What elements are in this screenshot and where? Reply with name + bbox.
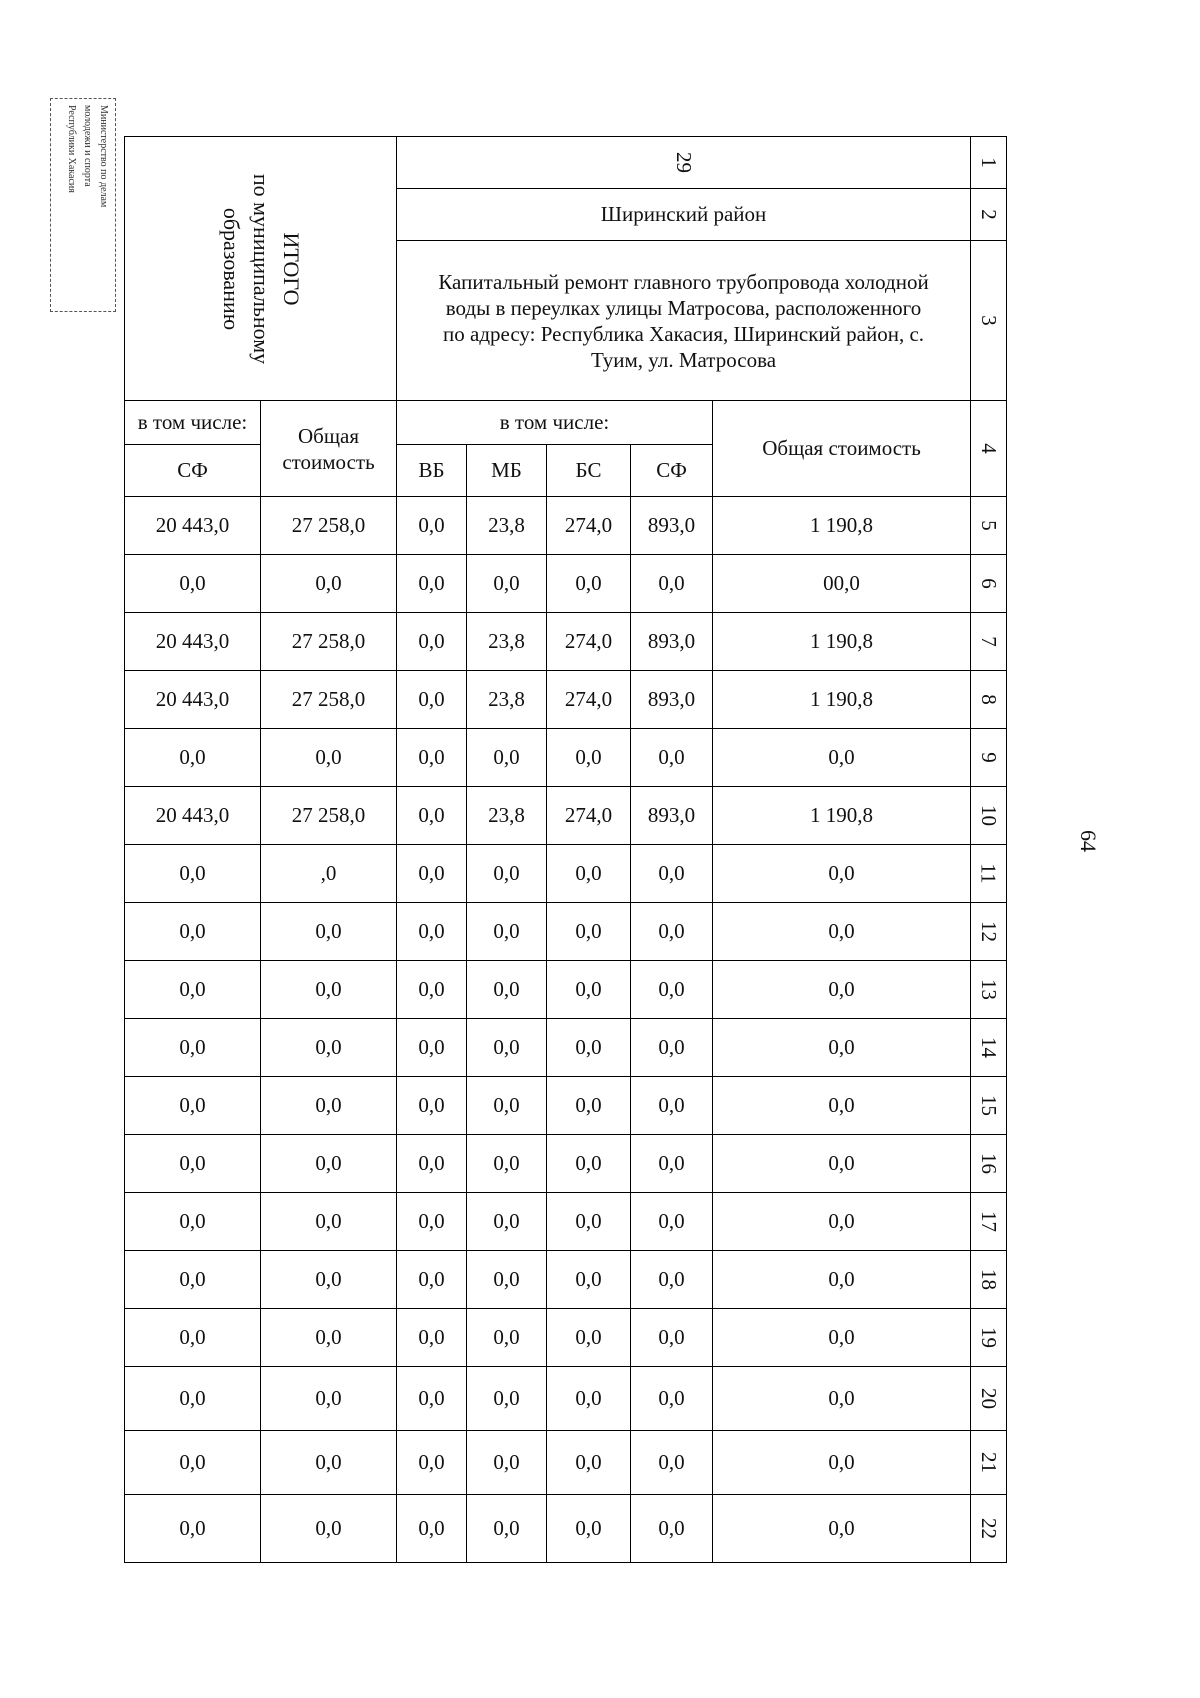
itogo-total-value: 0,0 [261, 729, 397, 787]
table-row [125, 1193, 1007, 1251]
total-cost-header: Общая стоимость [713, 401, 971, 497]
mb-value: 0,0 [467, 1135, 547, 1193]
itogo-sf-value: 0,0 [125, 1431, 261, 1495]
mb-value: 0,0 [467, 729, 547, 787]
itogo-total-value: 0,0 [261, 1251, 397, 1309]
itogo-sf-value: 0,0 [125, 845, 261, 903]
row-number-label: 12 [977, 921, 1002, 942]
total-cost-value: 0,0 [713, 1367, 971, 1431]
itogo-title: ИТОГО [278, 232, 304, 305]
vb-value: 0,0 [397, 1251, 467, 1309]
mb-value: 0,0 [467, 1309, 547, 1367]
row-number [971, 961, 1007, 1019]
vb-value: 0,0 [397, 845, 467, 903]
column-index: 3 [977, 315, 1002, 326]
row-number-label: 6 [977, 578, 1002, 589]
table-row [125, 1135, 1007, 1193]
mb-header: МБ [467, 445, 547, 497]
table-row [125, 1251, 1007, 1309]
bs-value: 0,0 [547, 1367, 631, 1431]
itogo-sf-value: 20 443,0 [125, 497, 261, 555]
itogo-sf-value: 0,0 [125, 1367, 261, 1431]
vb-header: ВБ [397, 445, 467, 497]
itogo-total-value: 0,0 [261, 1193, 397, 1251]
itogo-sf-value: 0,0 [125, 1309, 261, 1367]
mb-value: 23,8 [467, 671, 547, 729]
vb-value: 0,0 [397, 613, 467, 671]
total-cost-value: 0,0 [713, 845, 971, 903]
stamp-line: молодежи и спорта [82, 105, 93, 187]
mb-value: 23,8 [467, 613, 547, 671]
column-index: 4 [977, 443, 1002, 454]
row-number [971, 1135, 1007, 1193]
row-number [971, 845, 1007, 903]
sf-value: 0,0 [631, 555, 713, 613]
total-cost-value: 0,0 [713, 1309, 971, 1367]
total-cost-value: 0,0 [713, 903, 971, 961]
itogo-total-value: 0,0 [261, 1431, 397, 1495]
itogo-total-value: 0,0 [261, 1135, 397, 1193]
mb-value: 0,0 [467, 1431, 547, 1495]
row-number-label: 21 [977, 1452, 1002, 1473]
total-cost-value: 1 190,8 [713, 497, 971, 555]
row-number [971, 1495, 1007, 1563]
table-row [125, 1309, 1007, 1367]
mb-value: 0,0 [467, 1077, 547, 1135]
row-number [971, 1019, 1007, 1077]
itogo-line-3: образованию [218, 207, 244, 330]
mb-value: 23,8 [467, 787, 547, 845]
row-number-label: 7 [977, 636, 1002, 647]
table-row [125, 1495, 1007, 1563]
row-number-label: 20 [977, 1388, 1002, 1409]
itogo-total-value: 0,0 [261, 903, 397, 961]
sf-value: 0,0 [631, 1309, 713, 1367]
total-cost-value: 00,0 [713, 555, 971, 613]
bs-value: 274,0 [547, 497, 631, 555]
budget-table [124, 136, 1007, 1563]
vb-value: 0,0 [397, 1019, 467, 1077]
vb-value: 0,0 [397, 1309, 467, 1367]
total-cost-value: 0,0 [713, 1495, 971, 1563]
sf-value: 893,0 [631, 613, 713, 671]
project-description: Капитальный ремонт главного трубопровода холодной воды в переулках улицы Матросова, расположенного по адресу: Республика Хакасия, Ширинский район, с. Туим, ул. Матросова [438, 269, 929, 372]
table-row [125, 787, 1007, 845]
itogo-sf-value: 20 443,0 [125, 787, 261, 845]
row-number-label: 16 [977, 1153, 1002, 1174]
sf-header: СФ [631, 445, 713, 497]
sf-value: 0,0 [631, 1135, 713, 1193]
itogo-sf-value: 0,0 [125, 1077, 261, 1135]
vb-value: 0,0 [397, 671, 467, 729]
sf-value: 0,0 [631, 1077, 713, 1135]
mb-value: 0,0 [467, 1019, 547, 1077]
row-number [971, 787, 1007, 845]
itogo-sf-header: СФ [125, 445, 261, 497]
vb-value: 0,0 [397, 1367, 467, 1431]
itogo-sf-value: 20 443,0 [125, 613, 261, 671]
itogo-total-value: 0,0 [261, 1309, 397, 1367]
row-number-label: 19 [977, 1327, 1002, 1348]
vb-value: 0,0 [397, 961, 467, 1019]
registration-stamp [50, 98, 116, 312]
itogo-sf-value: 0,0 [125, 903, 261, 961]
including-label: в том числе: [397, 401, 713, 445]
column-index-cell [971, 137, 1007, 189]
mb-value: 0,0 [467, 555, 547, 613]
header-row-number [125, 137, 1007, 189]
bs-header: БС [547, 445, 631, 497]
total-cost-value: 0,0 [713, 1077, 971, 1135]
sf-value: 893,0 [631, 497, 713, 555]
bs-value: 0,0 [547, 845, 631, 903]
sf-value: 0,0 [631, 903, 713, 961]
object-number: 29 [672, 152, 697, 173]
row-number [971, 613, 1007, 671]
row-number-label: 18 [977, 1269, 1002, 1290]
total-cost-value: 1 190,8 [713, 613, 971, 671]
total-cost-value: 0,0 [713, 1193, 971, 1251]
bs-value: 0,0 [547, 1431, 631, 1495]
vb-value: 0,0 [397, 903, 467, 961]
bs-value: 0,0 [547, 1019, 631, 1077]
page-number: 64 [1076, 830, 1101, 852]
bs-value: 0,0 [547, 903, 631, 961]
sf-value: 0,0 [631, 729, 713, 787]
table-row [125, 1077, 1007, 1135]
mb-value: 0,0 [467, 961, 547, 1019]
mb-value: 0,0 [467, 1251, 547, 1309]
itogo-sf-value: 0,0 [125, 1251, 261, 1309]
table-row [125, 1367, 1007, 1431]
bs-value: 0,0 [547, 1495, 631, 1563]
row-number-label: 9 [977, 752, 1002, 763]
table-row [125, 497, 1007, 555]
itogo-total-value: 0,0 [261, 961, 397, 1019]
bs-value: 274,0 [547, 613, 631, 671]
itogo-total-value: 0,0 [261, 1077, 397, 1135]
table-row [125, 555, 1007, 613]
itogo-sf-value: 20 443,0 [125, 671, 261, 729]
table-row [125, 671, 1007, 729]
row-number-label: 22 [977, 1518, 1002, 1539]
row-number [971, 555, 1007, 613]
row-number-label: 14 [977, 1037, 1002, 1058]
mb-value: 23,8 [467, 497, 547, 555]
total-cost-value: 1 190,8 [713, 787, 971, 845]
vb-value: 0,0 [397, 555, 467, 613]
bs-value: 0,0 [547, 1193, 631, 1251]
total-cost-value: 1 190,8 [713, 671, 971, 729]
row-number [971, 1193, 1007, 1251]
bs-value: 0,0 [547, 1135, 631, 1193]
itogo-total-value: 0,0 [261, 555, 397, 613]
row-number [971, 1251, 1007, 1309]
itogo-total-value: 0,0 [261, 1367, 397, 1431]
itogo-header-cell [125, 137, 397, 401]
itogo-total-value: ,0 [261, 845, 397, 903]
total-cost-value: 0,0 [713, 1251, 971, 1309]
table-row [125, 613, 1007, 671]
total-cost-value: 0,0 [713, 961, 971, 1019]
itogo-sf-value: 0,0 [125, 961, 261, 1019]
bs-value: 274,0 [547, 671, 631, 729]
stamp-line: Министерство по делам [98, 105, 109, 208]
row-number-label: 8 [977, 694, 1002, 705]
stamp-line: Республики Хакасия [66, 105, 77, 193]
sf-value: 0,0 [631, 1495, 713, 1563]
itogo-sf-value: 0,0 [125, 1135, 261, 1193]
row-number-label: 17 [977, 1211, 1002, 1232]
description-cell [397, 241, 971, 401]
vb-value: 0,0 [397, 787, 467, 845]
mb-value: 0,0 [467, 1495, 547, 1563]
sf-value: 0,0 [631, 1019, 713, 1077]
column-index-cell [971, 401, 1007, 497]
total-cost-value: 0,0 [713, 1019, 971, 1077]
vb-value: 0,0 [397, 1135, 467, 1193]
vb-value: 0,0 [397, 1077, 467, 1135]
row-number-label: 10 [977, 805, 1002, 826]
header-row-including [125, 401, 1007, 445]
row-number [971, 1077, 1007, 1135]
row-number-label: 11 [977, 863, 1002, 884]
mb-value: 0,0 [467, 903, 547, 961]
bs-value: 274,0 [547, 787, 631, 845]
total-cost-value: 0,0 [713, 729, 971, 787]
object-number-cell [397, 137, 971, 189]
row-number [971, 497, 1007, 555]
row-number [971, 1309, 1007, 1367]
row-number [971, 729, 1007, 787]
sf-value: 0,0 [631, 1431, 713, 1495]
vb-value: 0,0 [397, 729, 467, 787]
row-number [971, 1431, 1007, 1495]
itogo-sf-value: 0,0 [125, 1495, 261, 1563]
column-index-cell [971, 241, 1007, 401]
sf-value: 0,0 [631, 1251, 713, 1309]
sf-value: 893,0 [631, 671, 713, 729]
itogo-line-2: по муниципальному [248, 173, 274, 364]
district-cell: Ширинский район [397, 189, 971, 241]
vb-value: 0,0 [397, 1431, 467, 1495]
total-cost-value: 0,0 [713, 1135, 971, 1193]
itogo-sf-value: 0,0 [125, 729, 261, 787]
column-index: 1 [977, 157, 1002, 168]
table-row [125, 961, 1007, 1019]
vb-value: 0,0 [397, 1495, 467, 1563]
itogo-total-value: 27 258,0 [261, 497, 397, 555]
itogo-total-cost-header [261, 401, 397, 497]
itogo-total-value: 0,0 [261, 1019, 397, 1077]
table-row [125, 1431, 1007, 1495]
column-index-cell [971, 189, 1007, 241]
row-number [971, 1367, 1007, 1431]
itogo-total-value: 27 258,0 [261, 613, 397, 671]
itogo-sf-value: 0,0 [125, 1019, 261, 1077]
itogo-total-cost-label: Общая стоимость [282, 423, 375, 474]
itogo-sf-value: 0,0 [125, 555, 261, 613]
table-row [125, 1019, 1007, 1077]
itogo-total-value: 0,0 [261, 1495, 397, 1563]
sf-value: 0,0 [631, 1193, 713, 1251]
row-number-label: 13 [977, 979, 1002, 1000]
itogo-sf-value: 0,0 [125, 1193, 261, 1251]
sf-value: 0,0 [631, 1367, 713, 1431]
bs-value: 0,0 [547, 1251, 631, 1309]
bs-value: 0,0 [547, 961, 631, 1019]
itogo-total-value: 27 258,0 [261, 787, 397, 845]
total-cost-value: 0,0 [713, 1431, 971, 1495]
itogo-including-label: в том числе: [125, 401, 261, 445]
bs-value: 0,0 [547, 1077, 631, 1135]
mb-value: 0,0 [467, 1367, 547, 1431]
sf-value: 0,0 [631, 961, 713, 1019]
bs-value: 0,0 [547, 729, 631, 787]
column-index: 2 [977, 209, 1002, 220]
itogo-total-value: 27 258,0 [261, 671, 397, 729]
table-row [125, 903, 1007, 961]
table-row [125, 729, 1007, 787]
bs-value: 0,0 [547, 1309, 631, 1367]
vb-value: 0,0 [397, 497, 467, 555]
row-number-label: 5 [977, 520, 1002, 531]
table-row [125, 845, 1007, 903]
sf-value: 893,0 [631, 787, 713, 845]
sf-value: 0,0 [631, 845, 713, 903]
row-number [971, 903, 1007, 961]
mb-value: 0,0 [467, 845, 547, 903]
row-number-label: 15 [977, 1095, 1002, 1116]
row-number [971, 671, 1007, 729]
mb-value: 0,0 [467, 1193, 547, 1251]
vb-value: 0,0 [397, 1193, 467, 1251]
bs-value: 0,0 [547, 555, 631, 613]
